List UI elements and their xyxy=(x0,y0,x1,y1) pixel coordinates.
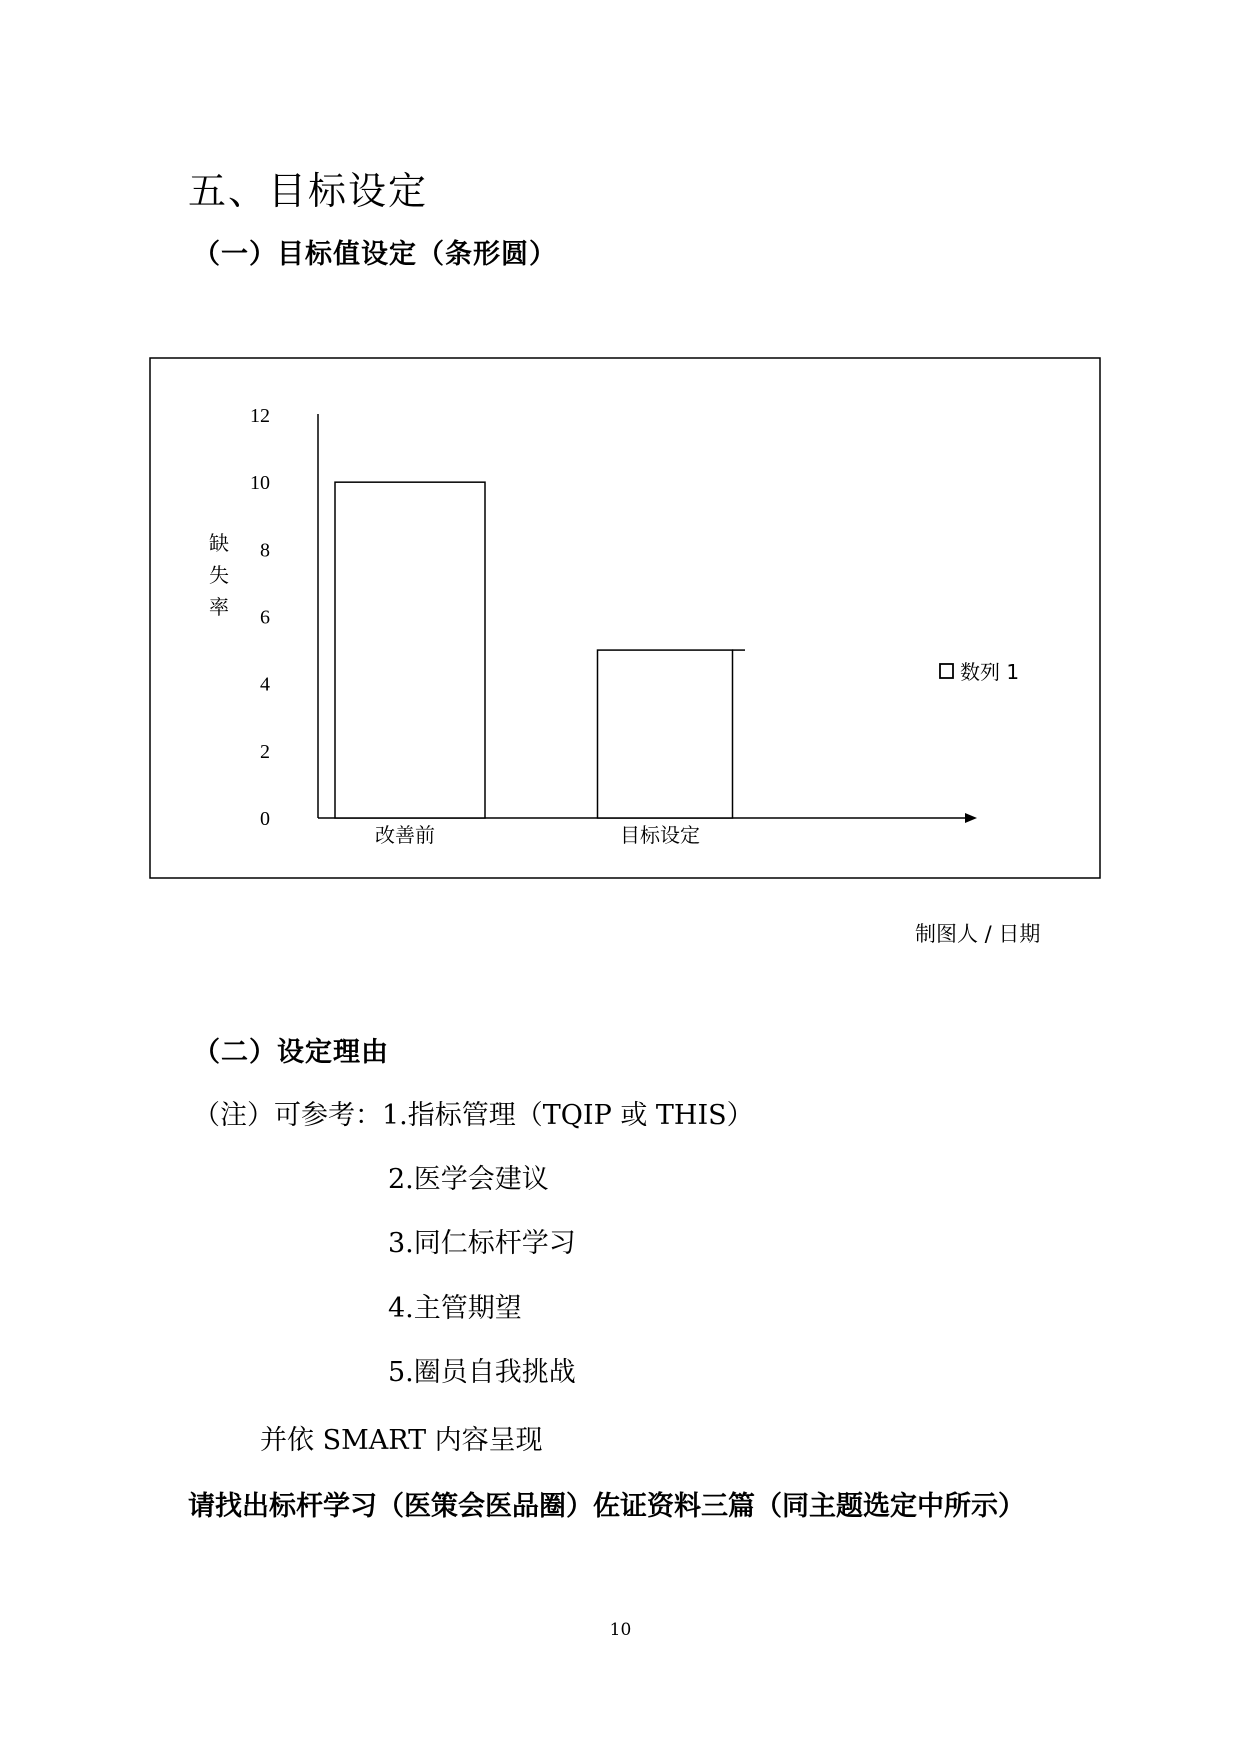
note-item: 2.医学会建议 xyxy=(388,1164,549,1195)
note-item: 5.圈员自我挑战 xyxy=(388,1357,576,1388)
y-tick-label: 8 xyxy=(260,539,270,562)
subsection-title-target: （一）目标值设定（条形圆） xyxy=(193,239,557,270)
y-tick-label: 4 xyxy=(260,673,270,696)
bar xyxy=(598,650,733,818)
y-axis-label: 失 xyxy=(209,563,229,587)
y-tick-label: 10 xyxy=(250,472,270,495)
y-axis-label: 率 xyxy=(209,595,229,619)
note-line: （注）可参考：1.指标管理（TQIP 或 THIS） xyxy=(193,1100,754,1131)
subsection-title-reason: （二）设定理由 xyxy=(193,1037,389,1068)
y-tick-label: 12 xyxy=(250,405,270,427)
x-tick-label: 改善前 xyxy=(375,823,435,847)
request-text: 请找出标杆学习（医策会医品圈）佐证资料三篇（同主题选定中所示） xyxy=(188,1491,1025,1522)
y-tick-label: 2 xyxy=(260,740,270,763)
bar xyxy=(335,482,485,818)
note-item: 4.主管期望 xyxy=(388,1293,522,1324)
x-axis-arrow xyxy=(965,813,977,823)
y-tick-label: 0 xyxy=(260,808,270,830)
page-number: 10 xyxy=(609,1620,632,1640)
y-tick-label: 6 xyxy=(260,606,270,629)
chart-credit: 制图人 / 日期 xyxy=(915,922,1041,946)
note-item: 3.同仁标杆学习 xyxy=(388,1228,576,1259)
x-tick-label: 目标设定 xyxy=(620,823,700,847)
y-axis-label: 缺 xyxy=(209,531,229,555)
legend-label: 数列 1 xyxy=(960,660,1020,684)
smart-note: 并依 SMART 内容呈现 xyxy=(260,1425,543,1456)
section-title: 五、目标设定 xyxy=(188,169,429,213)
legend-swatch xyxy=(940,664,953,678)
